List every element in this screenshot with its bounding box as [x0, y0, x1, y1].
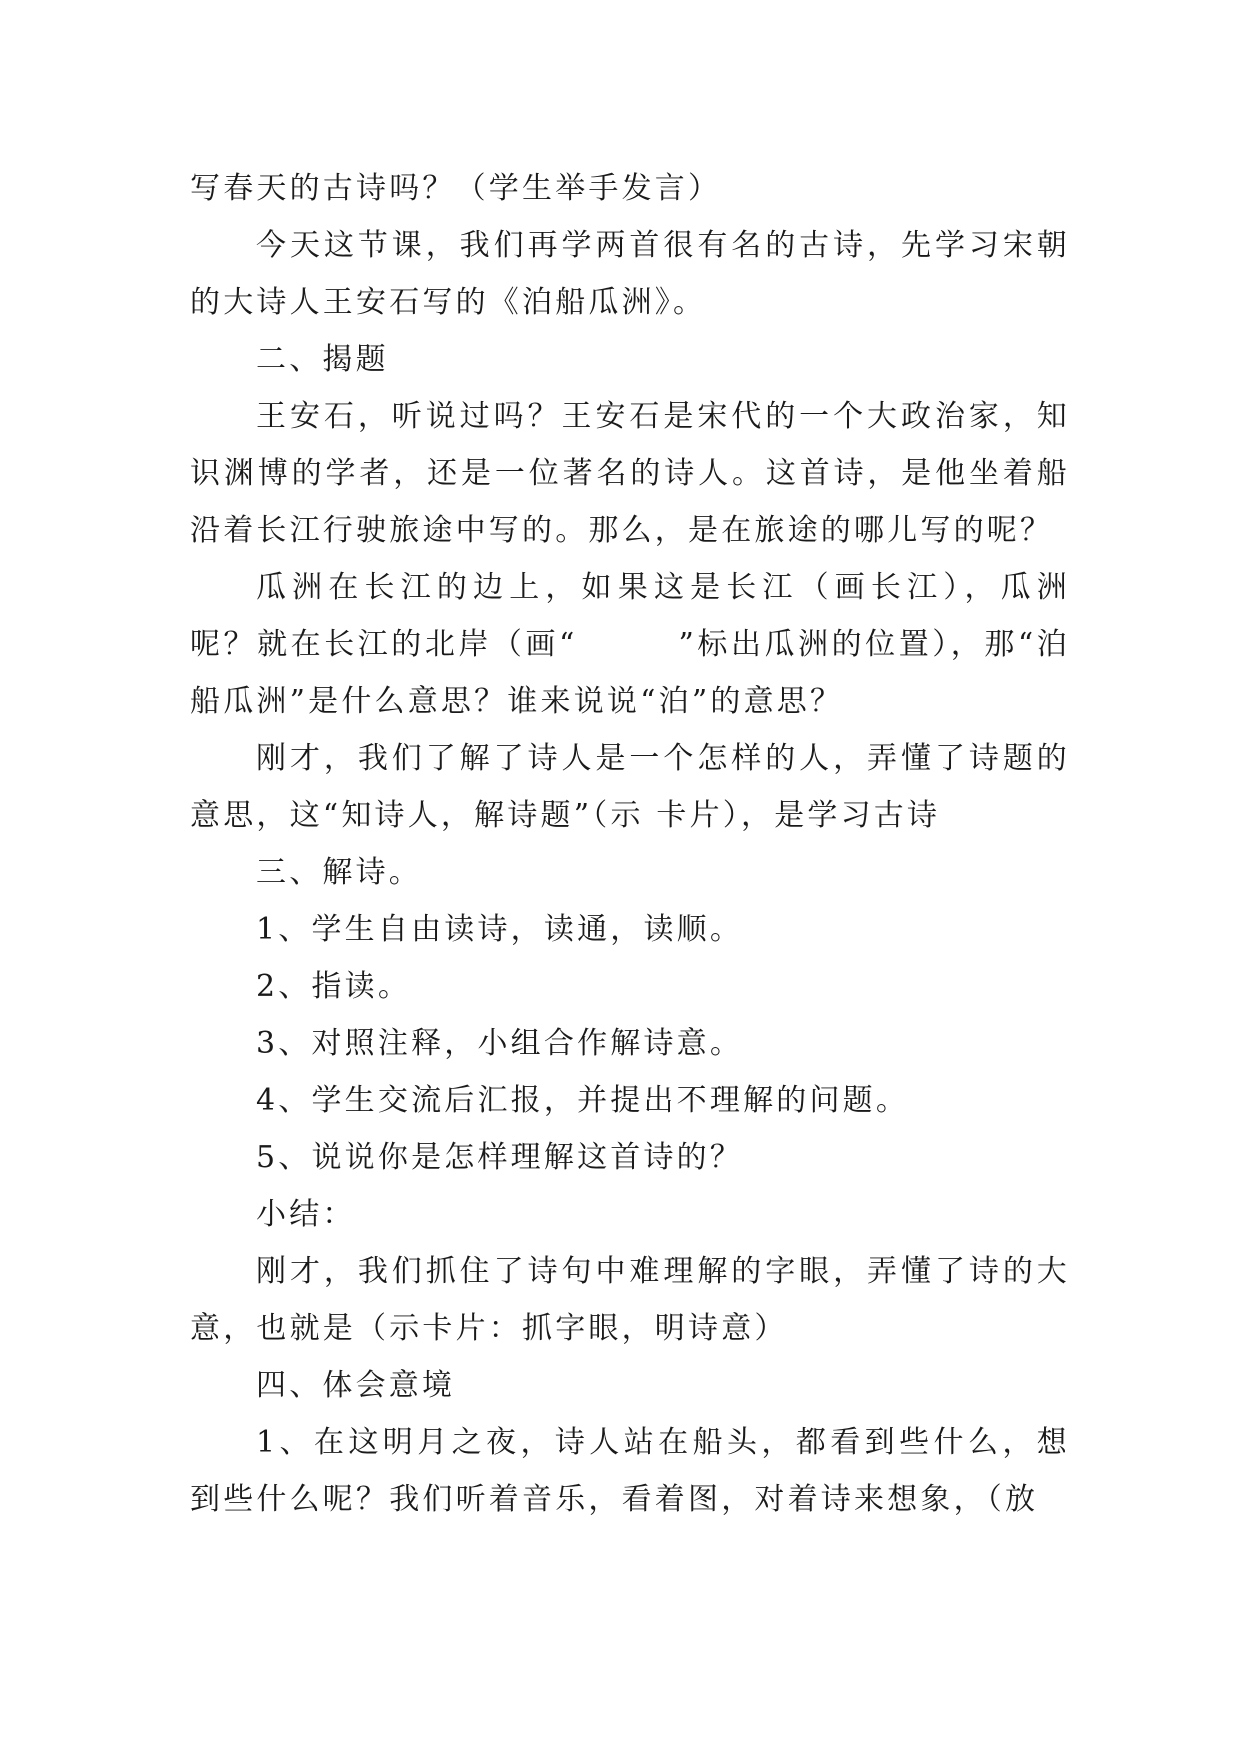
- summary-label: 小结：: [256, 1197, 356, 1232]
- paragraph-2: 今天这节课，我们再学两首很有名的古诗，先学习宋朝的大诗人王安石写的《泊船瓜洲》。: [190, 228, 1070, 320]
- document-page: [190, 160, 1070, 1528]
- section-heading-4: 四、体会意境: [256, 1368, 456, 1403]
- list-item-5: 5、说说你是怎样理解这首诗的？: [256, 1140, 744, 1175]
- paragraph-6: 刚才，我们了解了诗人是一个怎样的人，弄懂了诗题的意思，这“知诗人，解诗题”（示 卡片），是学习古诗: [190, 741, 1070, 833]
- paragraph-4: 王安石，听说过吗？王安石是宋代的一个大政治家，知识渊博的学者，还是一位著名的诗人。这首诗，是他坐着船沿着长江行驶旅途中写的。那么，是在旅途的哪儿写的呢？: [190, 399, 1070, 548]
- paragraph-5: 瓜洲在长江的边上，如果这是长江（画长江），瓜洲呢？就在长江的北岸（画“ ”标出瓜洲的位置），那“泊船瓜洲”是什么意思？谁来说说“泊”的意思？: [190, 570, 1070, 719]
- list-item-2: 2、指读。: [256, 969, 412, 1004]
- list-item-4: 4、学生交流后汇报，并提出不理解的问题。: [256, 1083, 910, 1118]
- section-heading-3: 三、解诗。: [256, 855, 422, 890]
- paragraph-last: 1、在这明月之夜，诗人站在船头，都看到些什么，想到些什么呢？我们听着音乐，看着图，对着诗来想象，（放: [190, 1425, 1070, 1517]
- list-item-1: 1、学生自由读诗，读通，读顺。: [256, 912, 744, 947]
- paragraph-1: 写春天的古诗吗？（学生举手发言）: [190, 171, 722, 206]
- section-heading-2: 二、揭题: [256, 342, 389, 377]
- summary-paragraph: 刚才，我们抓住了诗句中难理解的字眼，弄懂了诗的大意，也就是（示卡片：抓字眼，明诗意）: [190, 1254, 1070, 1346]
- list-item-3: 3、对照注释，小组合作解诗意。: [256, 1026, 744, 1061]
